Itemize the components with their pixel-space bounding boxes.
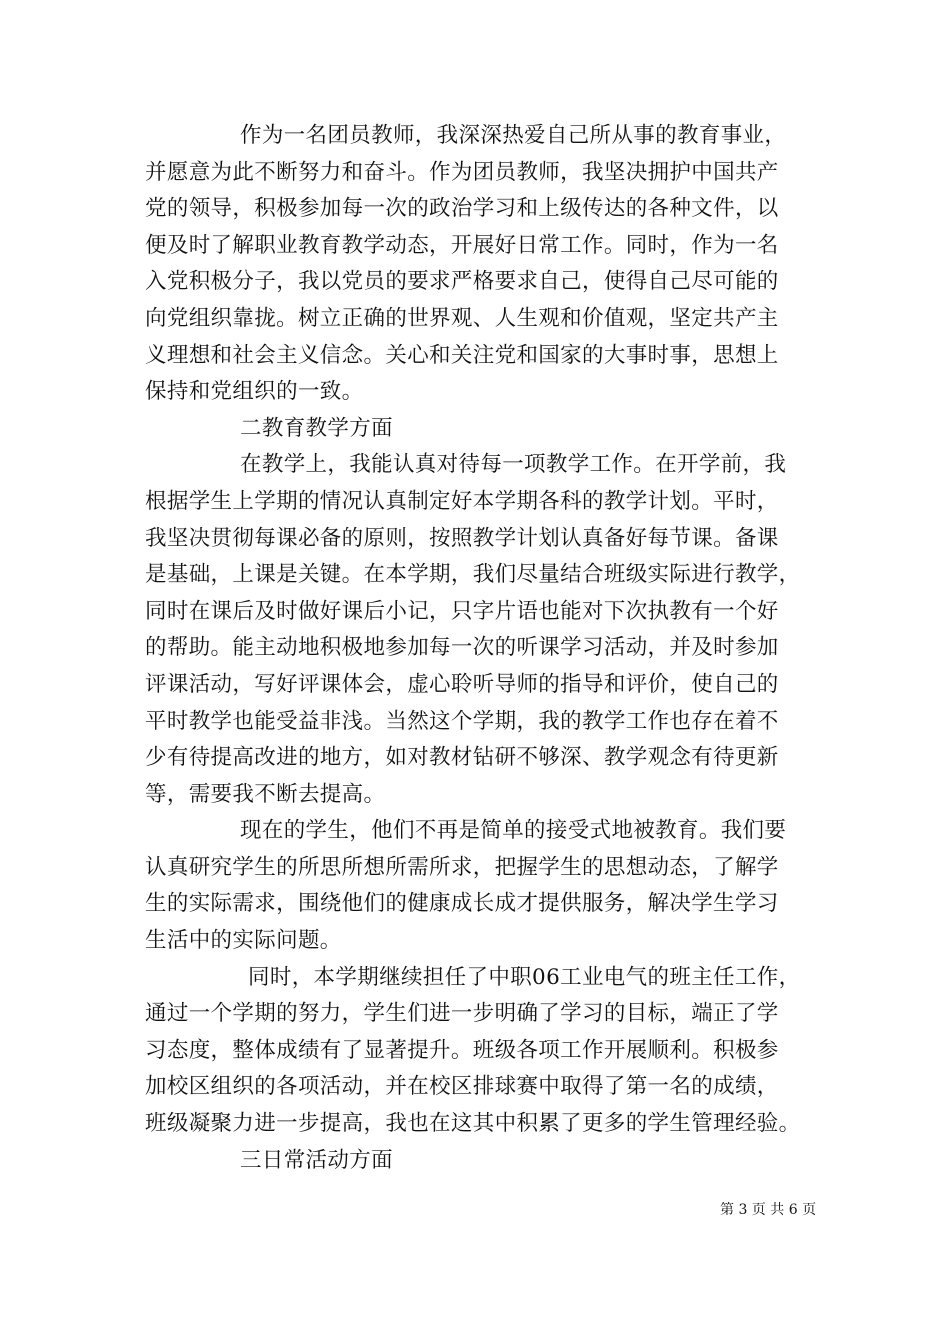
- text-line: 我坚决贯彻每课必备的原则，按照教学计划认真备好每节课。备课: [145, 525, 779, 551]
- text-line: 同时在课后及时做好课后小记，只字片语也能对下次执教有一个好: [145, 598, 779, 624]
- text-line: 生活中的实际问题。: [145, 928, 342, 954]
- text-line: 入党积极分子，我以党员的要求严格要求自己，使得自己尽可能的: [145, 269, 779, 295]
- paragraph: [145, 118, 807, 411]
- section-heading: [145, 1143, 807, 1180]
- text-line: 义理想和社会主义信念。关心和关注党和国家的大事时事，思想上: [145, 342, 779, 368]
- text-line: 同时，本学期继续担任了中职06工业电气的班主任工作，: [248, 964, 801, 990]
- text-line: 加校区组织的各项活动，并在校区排球赛中取得了第一名的成绩，: [145, 1074, 779, 1100]
- heading-text: 三日常活动方面: [240, 1147, 393, 1173]
- document-body: [145, 118, 807, 1179]
- text-line: 平时教学也能受益非浅。当然这个学期，我的教学工作也存在着不: [145, 708, 779, 734]
- text-line: 等，需要我不断去提高。: [145, 781, 386, 807]
- text-line: 党的领导，积极参加每一次的政治学习和上级传达的各种文件，以: [145, 196, 779, 222]
- text-line: 在教学上，我能认真对待每一项教学工作。在开学前，我: [240, 452, 787, 478]
- text-line: 评课活动，写好评课体会，虚心聆听导师的指导和评价，使自己的: [145, 671, 779, 697]
- text-line: 通过一个学期的努力，学生们进一步明确了学习的目标，端正了学: [145, 1001, 779, 1027]
- page-footer: 第 3 页 共 6 页: [720, 1202, 817, 1218]
- text-line: 认真研究学生的所思所想所需所求，把握学生的思想动态，了解学: [145, 854, 779, 880]
- heading-text: 二教育教学方面: [240, 415, 393, 441]
- text-line: 现在的学生，他们不再是简单的接受式地被教育。我们要: [240, 818, 787, 844]
- paragraph: [145, 960, 807, 1143]
- text-line: 少有待提高改进的地方，如对教材钻研不够深、教学观念有待更新: [145, 745, 779, 771]
- text-line: 保持和党组织的一致。: [145, 379, 364, 405]
- text-line: 向党组织靠拢。树立正确的世界观、人生观和价值观，坚定共产主: [145, 305, 779, 331]
- text-line: 便及时了解职业教育教学动态，开展好日常工作。同时，作为一名: [145, 232, 779, 258]
- text-line: 是基础，上课是关键。在本学期，我们尽量结合班级实际进行教学，: [145, 562, 801, 588]
- text-line: 的帮助。能主动地积极地参加每一次的听课学习活动，并及时参加: [145, 635, 779, 661]
- text-line: 生的实际需求，围绕他们的健康成长成才提供服务，解决学生学习: [145, 891, 779, 917]
- text-line: 根据学生上学期的情况认真制定好本学期各科的教学计划。平时，: [145, 488, 779, 514]
- paragraph: [145, 447, 807, 813]
- paragraph: [145, 813, 807, 959]
- text-line: 作为一名团员教师，我深深热爱自己所从事的教育事业，: [240, 123, 787, 148]
- section-heading: [145, 411, 807, 448]
- text-line: 并愿意为此不断努力和奋斗。作为团员教师，我坚决拥护中国共产: [145, 159, 779, 185]
- text-line: 习态度，整体成绩有了显著提升。班级各项工作开展顺利。积极参: [145, 1037, 779, 1063]
- text-line: 班级凝聚力进一步提高，我也在这其中积累了更多的学生管理经验。: [145, 1111, 801, 1137]
